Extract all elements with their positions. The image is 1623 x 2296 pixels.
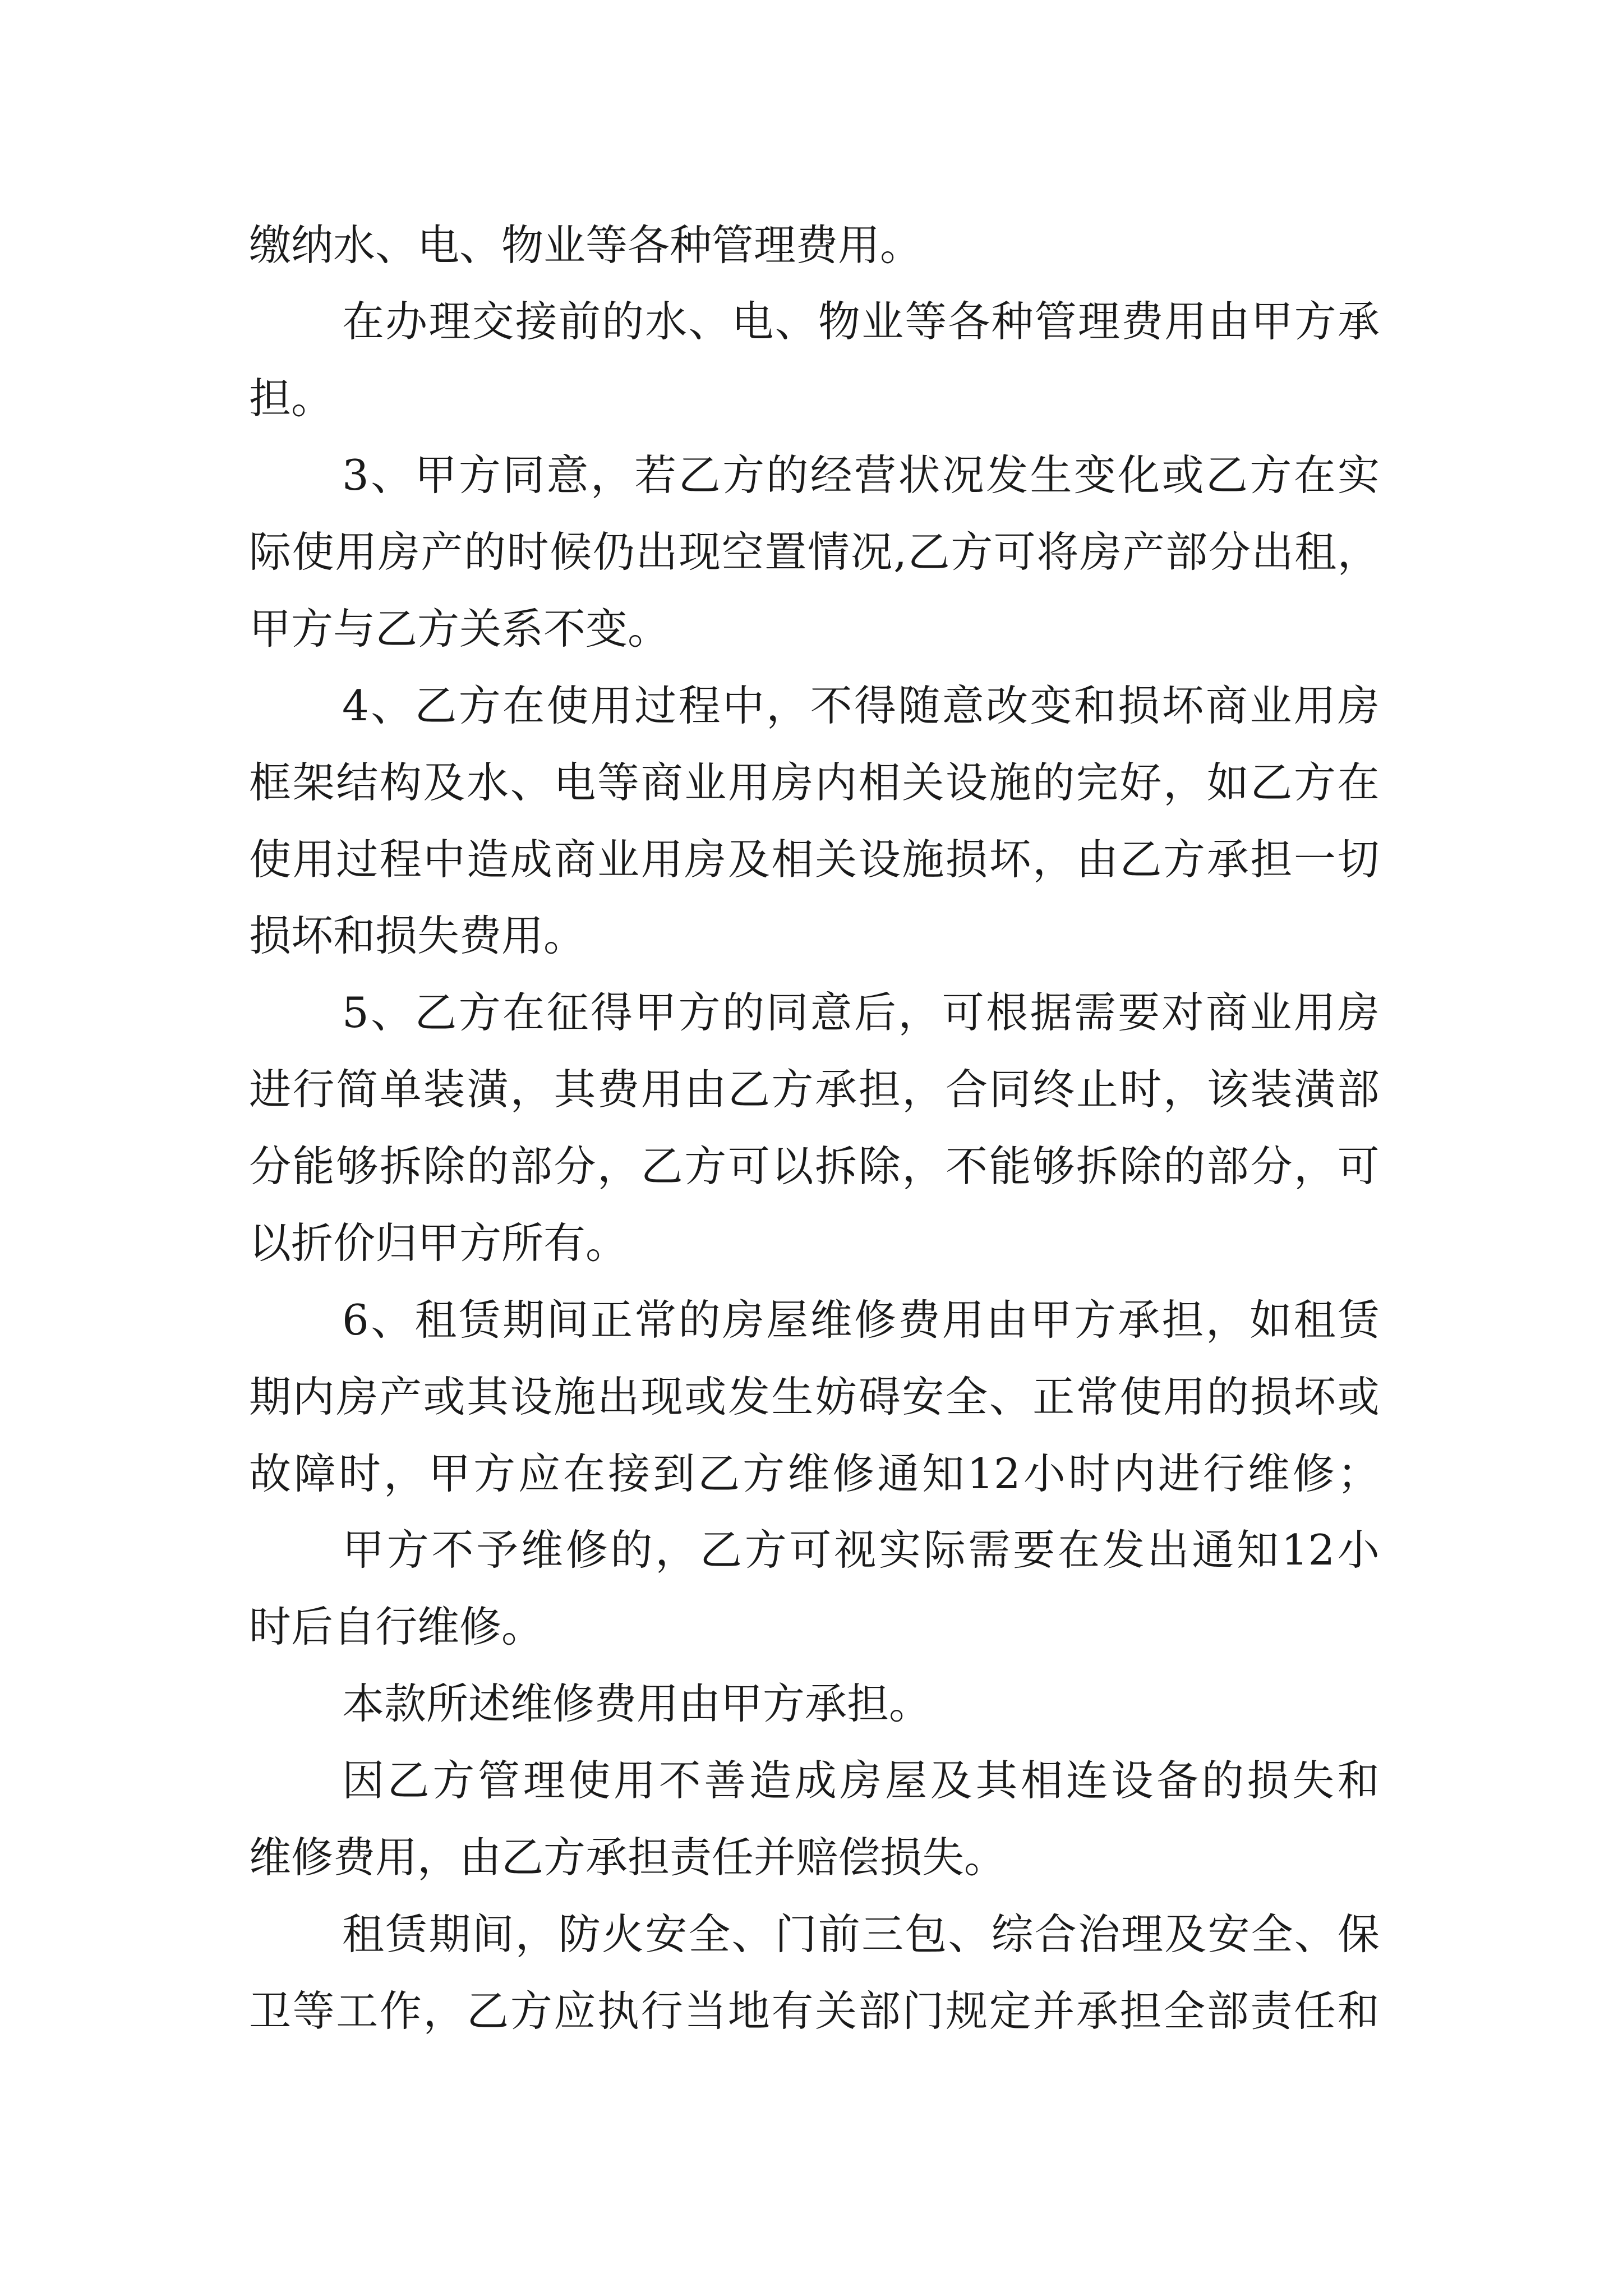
text-line: 甲 方 不 予 维 修 的 ， 乙 方 可 视 实 际 需 要 在 发 出 通 知 12 小 xyxy=(342,1525,1380,1575)
text-line: 在 办 理 交 接 前 的 水 、 电 、 物 业 等 各 种 管 理 费 用 由 甲 方 承 xyxy=(342,297,1380,346)
text-line: 卫 等 工 作 ， 乙 方 应 执 行 当 地 有 关 部 门 规 定 并 承 担 全 部 责 任 和 xyxy=(249,1986,1380,2036)
text-line: 际 使 用 房 产 的 时 候 仍 出 现 空 置 情 况 , 乙 方 可 将 房 产 部 分 出 租 ， xyxy=(249,527,1380,577)
text-line: 期 内 房 产 或 其 设 施 出 现 或 发 生 妨 碍 安 全 、 正 常 使 用 的 损 坏 或 xyxy=(249,1372,1380,1421)
text-line: 4 、 乙 方 在 使 用 过 程 中 ， 不 得 随 意 改 变 和 损 坏 商 业 用 房 xyxy=(342,681,1380,730)
text-line: 租 赁 期 间 ， 防 火 安 全 、 门 前 三 包 、 综 合 治 理 及 安 全 、 保 xyxy=(342,1910,1380,1959)
text-line: 使 用 过 程 中 造 成 商 业 用 房 及 相 关 设 施 损 坏 ， 由 乙 方 承 担 一 切 xyxy=(249,835,1380,884)
text-line: 进 行 简 单 装 潢 ， 其 费 用 由 乙 方 承 担 ， 合 同 终 止 时 ， 该 装 潢 部 xyxy=(249,1065,1380,1114)
text-line: 以折价归甲方所有。 xyxy=(249,1218,628,1268)
text-line: 维修费用，由乙方承担责任并赔偿损失。 xyxy=(249,1833,1007,1882)
text-line: 因 乙 方 管 理 使 用 不 善 造 成 房 屋 及 其 相 连 设 备 的 损 失 和 xyxy=(342,1756,1380,1805)
text-line: 故 障 时 ， 甲 方 应 在 接 到 乙 方 维 修 通 知 12 小 时 内 进 行 维 修 ； xyxy=(249,1449,1380,1498)
text-line: 缴纳水、电、物业等各种管理费用。 xyxy=(249,220,923,270)
text-line: 框 架 结 构 及 水 、 电 等 商 业 用 房 内 相 关 设 施 的 完 好 ， 如 乙 方 在 xyxy=(249,758,1380,807)
text-line: 损坏和损失费用。 xyxy=(249,911,586,960)
text-line: 时后自行维修。 xyxy=(249,1602,544,1651)
text-line: 担。 xyxy=(249,374,334,423)
text-line: 3 、 甲 方 同 意 ， 若 乙 方 的 经 营 状 况 发 生 变 化 或 乙 方 在 实 xyxy=(342,450,1380,500)
text-line: 甲方与乙方关系不变。 xyxy=(249,604,670,654)
text-line: 5 、 乙 方 在 征 得 甲 方 的 同 意 后 ， 可 根 据 需 要 对 商 业 用 房 xyxy=(342,988,1380,1037)
text-line: 分 能 够 拆 除 的 部 分 ， 乙 方 可 以 拆 除 ， 不 能 够 拆 除 的 部 分 ， 可 xyxy=(249,1142,1380,1191)
text-line: 6 、 租 赁 期 间 正 常 的 房 屋 维 修 费 用 由 甲 方 承 担 ， 如 租 赁 xyxy=(342,1295,1380,1345)
text-line: 本款所述维修费用由甲方承担。 xyxy=(342,1679,932,1728)
